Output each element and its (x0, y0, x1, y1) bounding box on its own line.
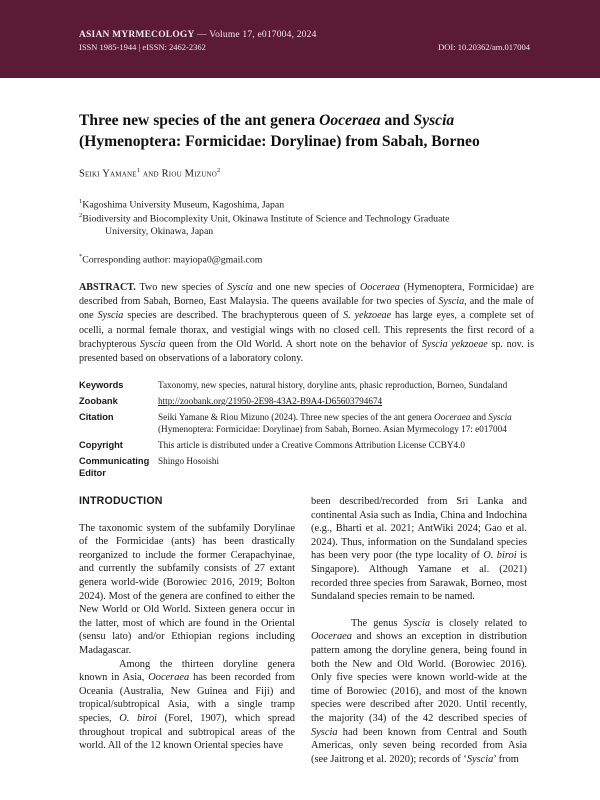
body-text: has been recorded from Oceania (Australia, New Guinea and Fiji) and tropical/subtropical Asia, with a single tramp species, (79, 672, 295, 724)
body-paragraph: The taxonomic system of the subfamily Dorylinae of the Formicidae (ants) has been drastically reorganized to include the former Cerapachyinae, and currently the subfamily consists of 27 extant genera world-wide (Borowiec 2016, 2019; Bolton 2024). Most of the genera are confined to either the New World or Old World. Sixteen genera occur in the latter, most of which are found in the Oriental (sensu lato) and/or Ethiopian regions including Madagascar. (79, 522, 295, 656)
body-text: is closely related to (430, 617, 527, 629)
citation-text: Seiki Yamane & Riou Mizuno (2024). Three new species of the ant genera (158, 412, 435, 422)
body-text: had been known from Central and South Americas, only seven being recorded from Asia (see Jaitrong et al. 2020); records of ‘ (311, 726, 527, 765)
body-paragraph (311, 617, 527, 767)
body-text: been described/recorded from Sri Lanka and continental Asia such as India, China and Indochina (e.g., Bharti et al. 2021; AntWiki 2024; Gao et al. 2024). Thus, information on the Sundaland species has been very poor (the type locality of (311, 496, 527, 562)
author-mizuno-affil: 2 (216, 167, 221, 174)
citation-value (158, 411, 539, 435)
article-metadata (79, 379, 539, 478)
corresponding-marker: * (79, 253, 83, 260)
affiliation-2-text: Biodiversity and Biocomplexity Unit, Okinawa Institute of Science and Technology Graduate (82, 213, 450, 225)
doi-line[interactable]: DOI: 10.20362/am.017004 (438, 42, 530, 52)
abstract-italic: S. yekzoeae (343, 310, 392, 322)
body-italic: Ooceraea (148, 672, 190, 684)
citation-text: (Hymenoptera: Formicidae: Dorylinae) from Sabah, Borneo. Asian Myrmecology 17: e017004 (158, 424, 507, 434)
body-text: Among the thirteen doryline genera known in Asia, (79, 658, 295, 684)
copyright-label: Copyright (79, 440, 123, 450)
abstract-label: ABSTRACT. (79, 282, 136, 293)
corresponding-author (79, 253, 262, 265)
citation-row (79, 411, 539, 439)
issn-line: ISSN 1985-1944 | eISSN: 2462-2362 (79, 42, 206, 52)
affiliation-2-marker: 2 (79, 212, 83, 219)
title-genus-syscia: Syscia (413, 112, 455, 129)
abstract (79, 281, 534, 366)
affiliation-1-marker: 1 (79, 198, 83, 205)
journal-name: ASIAN MYRMECOLOGY (79, 30, 195, 40)
abstract-italic: Syscia (97, 310, 124, 322)
abstract-text: , and the male of one (79, 296, 534, 322)
title-genus-ooceraea: Ooceraea (319, 112, 381, 129)
copyright-value: This article is distributed under a Creative Commons Attribution License CCBY4.0 (158, 440, 465, 450)
abstract-text: Two new species of (135, 282, 228, 293)
abstract-italic: Syscia yekzoeae (421, 338, 488, 350)
title-text-2: and (380, 112, 414, 129)
keywords-row (79, 379, 539, 395)
citation-italic: Syscia (488, 412, 512, 422)
affiliation-2 (79, 209, 534, 238)
editor-label (79, 455, 157, 479)
journal-line (79, 30, 317, 40)
article-title (79, 110, 534, 152)
introduction-heading: INTRODUCTION (79, 495, 163, 507)
abstract-italic: Syscia (227, 282, 254, 293)
body-paragraph (311, 495, 527, 604)
abstract-italic: Syscia (438, 296, 465, 308)
abstract-text: has large eyes, a complete set of ocelli, a normal female thorax, and vestigial wings with no closed cell. This represents the first record of a brachypterous (79, 310, 534, 350)
citation-italic: Ooceraea (434, 412, 471, 422)
abstract-text: queen from the Old World. A short note on the behavior of (165, 338, 422, 350)
keywords-value: Taxonomy, new species, natural history, doryline ants, phasic reproduction, Borneo, Sundaland (158, 380, 508, 390)
author-yamane: Seiki Yamane (79, 168, 137, 180)
keywords-label: Keywords (79, 380, 124, 390)
body-column-right (311, 495, 527, 766)
copyright-row (79, 439, 539, 455)
citation-text: and (470, 412, 489, 422)
body-text: is Singapore). Although Yamane et al. (2021) recorded three species from Sarawak, Borneo, most Sundaland species remain to be named. (311, 550, 528, 603)
abstract-text: and one new species of (253, 282, 360, 293)
body-italic: O. biroi (483, 550, 517, 562)
author-list (79, 167, 220, 180)
abstract-italic: Ooceraea (360, 282, 400, 293)
author-join: and (140, 168, 162, 180)
body-italic: Syscia (311, 726, 338, 738)
affiliation-2-text-cont: University, Okinawa, Japan (105, 226, 214, 238)
corresponding-text[interactable]: Corresponding author: mayiopa0@gmail.com (82, 254, 263, 266)
body-paragraph (79, 658, 295, 753)
title-text-3: (Hymenoptera: Formicidae: Dorylinae) from Sabah, Borneo (79, 133, 480, 150)
author-mizuno: Riou Mizuno (161, 168, 217, 180)
editor-value: Shingo Hosoishi (158, 456, 220, 466)
body-italic: Syscia (466, 753, 494, 765)
zoobank-row (79, 395, 539, 411)
editor-label-line2: Editor (79, 468, 106, 478)
title-text-1: Three new species of the ant genera (79, 112, 320, 129)
body-italic: Syscia (403, 617, 431, 629)
editor-row (79, 455, 539, 478)
volume-info: — Volume 17, e017004, 2024 (194, 30, 317, 40)
citation-label: Citation (79, 412, 114, 422)
body-italic: Ooceraea (311, 631, 352, 643)
author-yamane-affil: 1 (136, 167, 141, 174)
journal-header-band (0, 0, 600, 78)
body-text: and shows an exception in distribution pattern among the doryline genera, being found in both the New and Old World. (Borowiec 2016). Only five species were known world-wide at the time of Borowiec (2016), and most of the known species were described after 2020. Until recently, the majority (34) of the 42 described species of (311, 631, 527, 724)
abstract-text: (Hymenoptera, Formicidae) are described from Sabah, Borneo, East Malaysia. The queens available for two species of (79, 282, 534, 308)
abstract-italic: Syscia (139, 338, 166, 350)
body-text: The genus (351, 617, 404, 629)
zoobank-link[interactable]: http://zoobank.org/21950-2E98-43A2-B9A4-D65603794674 (158, 396, 383, 406)
body-column-left (79, 495, 295, 753)
zoobank-label: Zoobank (79, 396, 118, 406)
body-italic: O. biroi (119, 712, 157, 724)
body-text: ’ from (493, 753, 519, 765)
abstract-text: species are described. The brachypterous queen of (123, 310, 344, 322)
body-text: (Forel, 1907), which spread throughout tropical and subtropical areas of the world. All of the 12 known Oriental species have (79, 712, 296, 752)
abstract-text: sp. nov. is presented based on observations of a laboratory colony. (79, 338, 534, 365)
editor-label-line1: Communicating (79, 456, 150, 466)
affiliation-1-text: Kagoshima University Museum, Kagoshima, Japan (82, 199, 285, 211)
